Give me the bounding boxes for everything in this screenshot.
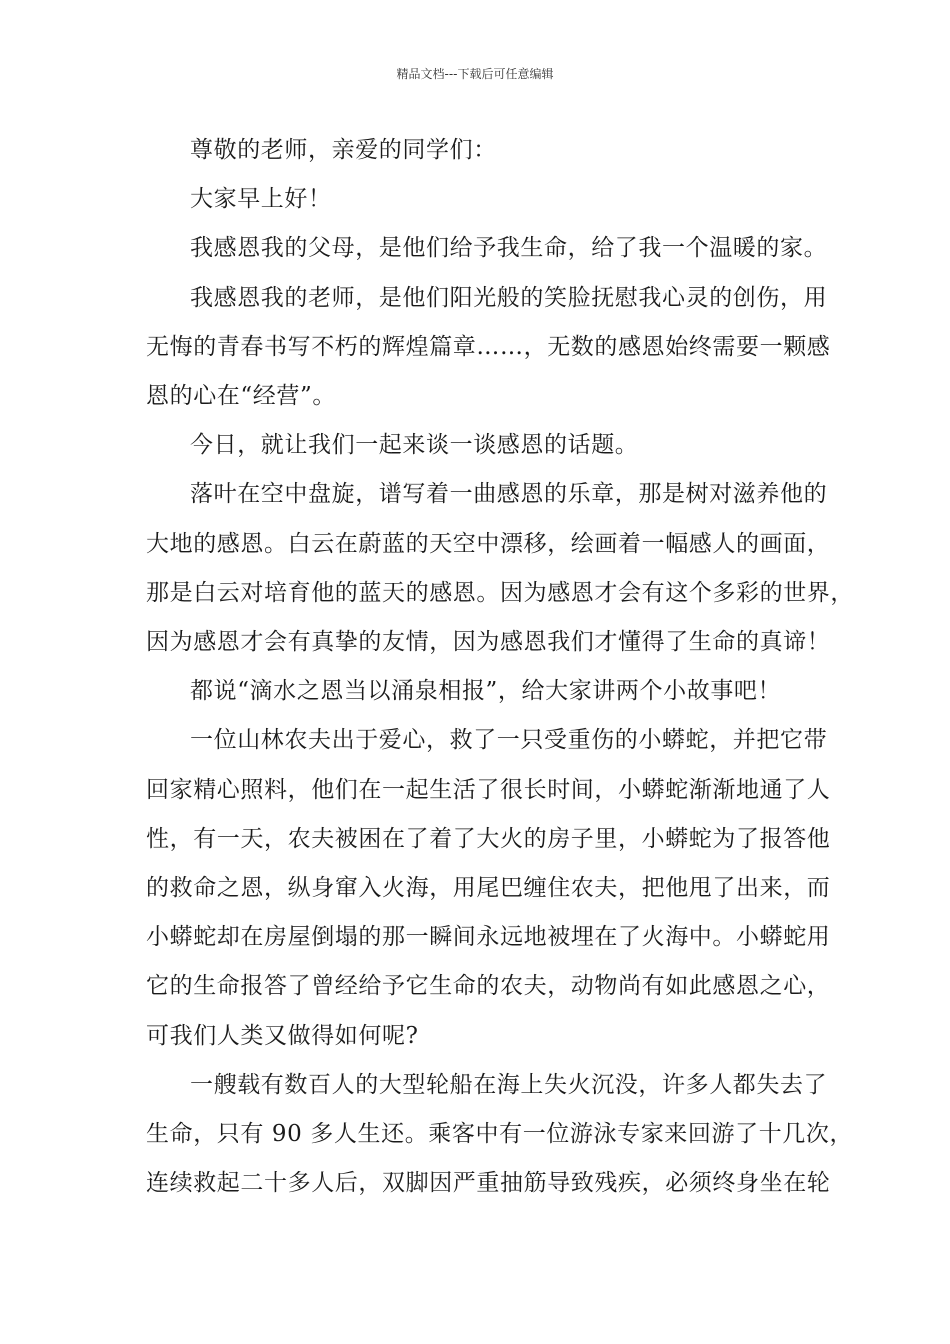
text-line: 因为感恩才会有真挚的友情，因为感恩我们才懂得了生命的真谛！ [146, 629, 831, 655]
text-line: 我感恩我的老师，是他们阳光般的笑脸抚慰我心灵的创伤，用 [190, 284, 828, 311]
text-line: 一位山林农夫出于爱心，救了一只受重伤的小蟒蛇，并把它带 [190, 727, 828, 754]
text-line: 我感恩我的父母，是他们给予我生命，给了我一个温暖的家。 [190, 235, 828, 262]
text-line: 无悔的青春书写不朽的辉煌篇章……，无数的感恩始终需要一颗感 [146, 333, 831, 360]
text-line: 落叶在空中盘旋，谱写着一曲感恩的乐章，那是树对滋养他的 [190, 481, 828, 508]
page-header: 精品文档---下载后可任意编辑 [396, 67, 554, 81]
text-line: 那是白云对培育他的蓝天的感恩。因为感恩才会有这个多彩的世界， [146, 579, 854, 606]
text-line: 大家早上好！ [190, 186, 332, 213]
text-line: 回家精心照料，他们在一起生活了很长时间，小蟒蛇渐渐地通了人 [146, 776, 831, 803]
text-line: 小蟒蛇却在房屋倒塌的那一瞬间永远地被埋在了火海中。小蟒蛇用 [146, 924, 831, 951]
text-line: 恩的心在“经营”。 [146, 383, 336, 409]
text-line: 连续救起二十多人后，双脚因严重抽筋导致残疾，必须终身坐在轮 [146, 1170, 831, 1197]
text-line: 今日，就让我们一起来谈一谈感恩的话题。 [190, 432, 639, 459]
text-line: 的救命之恩，纵身窜入火海，用尾巴缠住农夫，把他甩了出来，而 [146, 875, 831, 901]
text-line: 一艘载有数百人的大型轮船在海上失火沉没，许多人都失去了 [190, 1071, 828, 1098]
text-line: 尊敬的老师，亲爱的同学们： [190, 137, 497, 163]
text-line: 大地的感恩。白云在蔚蓝的天空中漂移，绘画着一幅感人的画面， [146, 530, 831, 557]
text-line: 生命，只有 90 多人生还。乘客中有一位游泳专家来回游了十几次， [146, 1121, 854, 1147]
text-line: 性，有一天，农夫被困在了着了大火的房子里，小蟒蛇为了报答他 [146, 825, 831, 852]
text-line: 都说“滴水之恩当以涌泉相报”，给大家讲两个小故事吧！ [190, 678, 782, 705]
text-line: 它的生命报答了曾经给予它生命的农夫，动物尚有如此感恩之心， [146, 973, 831, 1000]
text-line: 可我们人类又做得如何呢? [146, 1022, 419, 1049]
